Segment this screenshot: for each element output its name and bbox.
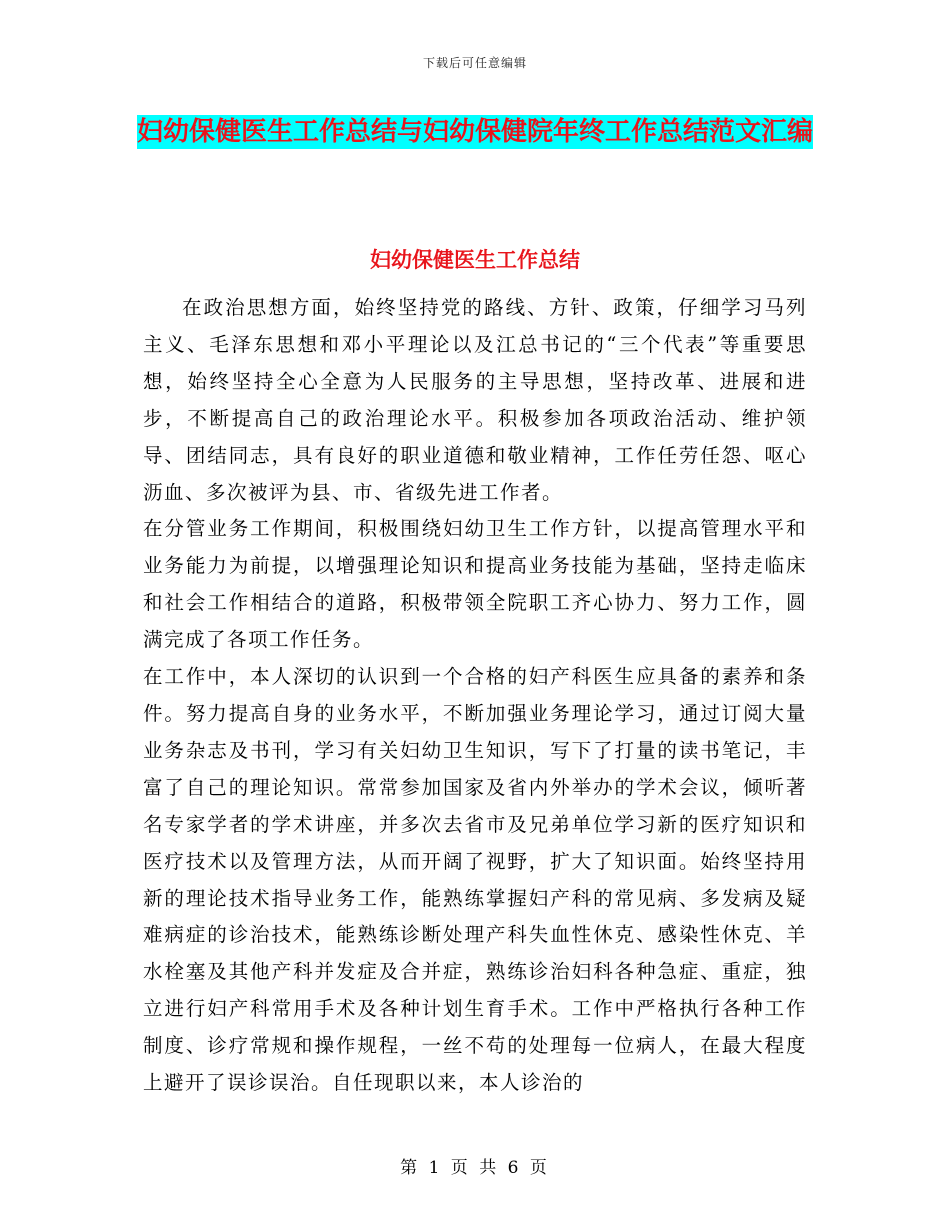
body-paragraph: 在工作中，本人深切的认识到一个合格的妇产科医生应具备的素养和条件。努力提高自身的业务水平，不断加强业务理论学习，通过订阅大量业务杂志及书刊，学习有关妇幼卫生知识，写下了打量的读书笔记，丰富了自己的理论知识。常常参加国家及省内外举办的学术会议，倾听著名专家学者的学术讲座，并多次去省市及兄弟单位学习新的医疗知识和医疗技术以及管理方法，从而开阔了视野，扩大了知识面。始终坚持用新的理论技术指导业务工作，能熟练掌握妇产科的常见病、多发病及疑难病症的诊治技术，能熟练诊断处理产科失血性休克、感染性休克、羊水栓塞及其他产科并发症及合并症，熟练诊治妇科各种急症、重症，独立进行妇产科常用手术及各种计划生育手术。工作中严格执行各种工作制度、诊疗常规和操作规程，一丝不苟的处理每一位病人，在最大程度上避开了误诊误治。自任现职以来，本人诊治的 [143,665,807,1095]
body-paragraph: 在政治思想方面，始终坚持党的路线、方针、政策，仔细学习马列主义、毛泽东思想和邓小平理论以及江总书记的“三个代表”等重要思想，始终坚持全心全意为人民服务的主导思想，坚持改革、进展和进步，不断提高自己的政治理论水平。积极参加各项政治活动、维护领导、团结同志，具有良好的职业道德和敬业精神，工作任劳任怨、呕心沥血、多次被评为县、市、省级先进工作者。 [143,296,807,504]
document-body [143,290,807,1102]
document-title-highlight: 妇幼保健医生工作总结与妇幼保健院年终工作总结范文汇编 [136,117,813,147]
page-footer: 第 1 页 共 6 页 [400,1158,550,1178]
document-title [120,106,830,158]
page-header-note: 下载后可任意编辑 [422,56,527,70]
body-paragraph: 在分管业务工作期间，积极围绕妇幼卫生工作方针，以提高管理水平和业务能力为前提，以增强理论知识和提高业务技能为基础，坚持走临床和社会工作相结合的道路，积极带领全院职工齐心协力、努力工作，圆满完成了各项工作任务。 [143,517,807,652]
section-title: 妇幼保健医生工作总结 [370,248,580,272]
